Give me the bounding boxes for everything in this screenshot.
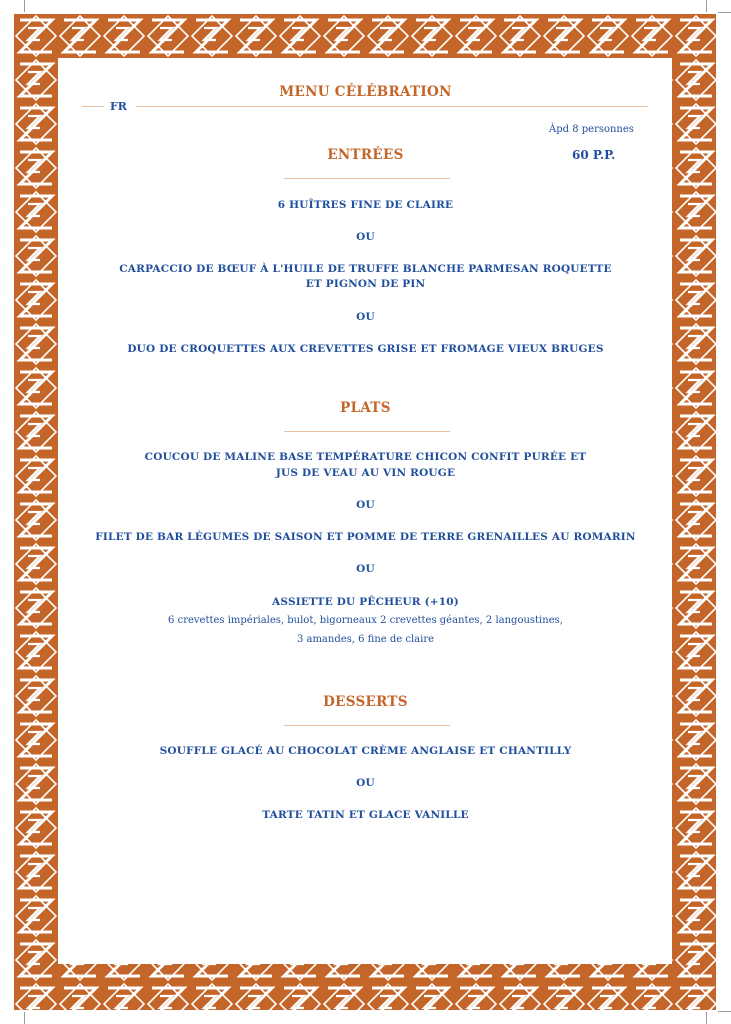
crop-mark: [706, 1012, 707, 1024]
section-rule: [284, 431, 450, 432]
or-separator: OU: [356, 311, 375, 323]
header-rule-left: [82, 106, 104, 107]
min-people-note: Àpd 8 personnes: [549, 124, 634, 135]
menu-item-description: 3 amandes, 6 fine de claire: [296, 634, 435, 645]
header-rule: [136, 106, 648, 107]
price-label: 60 P.P.: [572, 148, 616, 162]
crop-mark: [718, 12, 731, 13]
menu-item: TARTE TATIN ET GLACE VANILLE: [262, 809, 469, 821]
crop-mark: [718, 1011, 731, 1012]
section-heading-desserts: DESSERTS: [323, 694, 408, 710]
menu-item: 6 HUÎTRES FINE DE CLAIRE: [277, 199, 454, 211]
menu-item: DUO DE CROQUETTES AUX CREVETTES GRISE ET FROMAGE VIEUX BRUGES: [127, 343, 604, 355]
menu-item: COUCOU DE MALINE BASE TEMPÉRATURE CHICON CONFIT PURÉE ET: [144, 451, 587, 463]
menu-item: FILET DE BAR LÉGUMES DE SAISON ET POMME DE TERRE GRENAILLES AU ROMARIN: [95, 531, 636, 543]
section-heading-plats: PLATS: [340, 400, 391, 416]
or-separator: OU: [356, 777, 375, 789]
crop-mark: [706, 0, 707, 12]
menu-item: JUS DE VEAU AU VIN ROUGE: [275, 467, 456, 479]
language-label: FR: [110, 100, 127, 113]
section-rule: [284, 178, 450, 179]
or-separator: OU: [356, 231, 375, 243]
menu-item: ASSIETTE DU PÊCHEUR (+10): [272, 596, 459, 608]
menu-item-description: 6 crevettes impériales, bulot, bigorneaux 2 crevettes géantes, 2 langoustines,: [168, 615, 563, 626]
section-heading-entrees: ENTRÉES: [327, 147, 404, 163]
menu-item: CARPACCIO DE BŒUF À L'HUILE DE TRUFFE BLANCHE PARMESAN ROQUETTE: [119, 263, 612, 275]
crop-mark: [24, 1012, 25, 1024]
menu-title: MENU CÉLÉBRATION: [279, 84, 452, 100]
or-separator: OU: [356, 499, 375, 511]
crop-mark: [24, 0, 25, 12]
menu-item: ET PIGNON DE PIN: [305, 278, 426, 290]
or-separator: OU: [356, 563, 375, 575]
menu-item: SOUFFLE GLACÉ AU CHOCOLAT CRÈME ANGLAISE ET CHANTILLY: [159, 745, 572, 757]
section-rule: [284, 725, 450, 726]
